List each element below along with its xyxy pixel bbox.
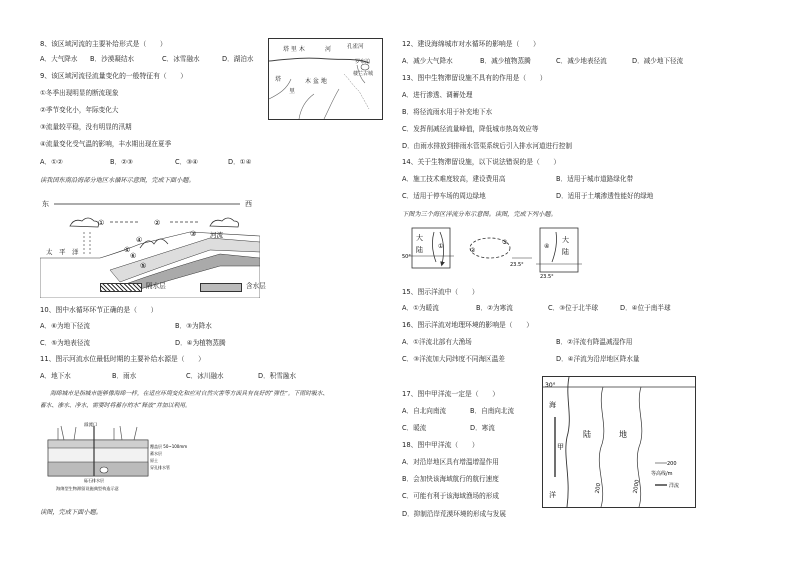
num-5: ⑤ [140,262,147,270]
current-label-1: ① [438,243,444,250]
current-label-4: ④ [544,243,550,250]
tarim-label-1: 塔 里 木 [283,46,305,53]
q14-option-c[interactable]: C．适用于停车场的周边绿地 [402,192,486,200]
q14-option-d[interactable]: D．适用于土壤渗透性能好的绿地 [556,192,654,200]
q18-option-d[interactable]: D．抑制沿岸荒漠环境的形成与发展 [402,510,506,518]
num-3: ③ [190,230,197,238]
num-1-top: ① [98,219,105,227]
q8-option-b[interactable]: B．沙漠凝结水 [90,55,135,63]
sponge-label-soil: 原土 [150,458,158,463]
q11-option-b[interactable]: B．雨水 [112,372,137,380]
q9-option-d[interactable]: D．①④ [228,158,252,166]
current-label-land-4a: 大 [562,236,569,244]
q17-stem: 17、图中甲洋流一定是（ ） [402,390,500,398]
tarim-label-5: 里 [289,88,296,95]
sponge-label-pipe: 穿孔排水管 [150,465,170,470]
q8-option-a[interactable]: A．大气降水 [40,55,78,63]
current-label-23b: 23.5° [540,274,554,280]
q10-stem: 10、图中水循环环节正确的是（ ） [40,306,158,314]
q14-stem: 14、关于生物滞留设施，以下说法错误的是（ ） [402,158,561,166]
sponge-facility-diagram [44,418,194,492]
q11-option-d[interactable]: D．积雪融水 [258,372,297,380]
map3-lat-30: 30° [545,382,556,389]
current-label-2: ② [470,247,476,254]
q8-stem: 8、该区域河流的主要补给形式是（ ） [40,40,167,48]
q12-option-c[interactable]: C．减少地表径流 [556,57,607,65]
sponge-label-storage: 蓄水层 [150,451,162,456]
current-contour-drawing [543,377,695,507]
q15-stem: 15、图示洋流中（ ） [402,288,479,296]
q10-option-a[interactable]: A．⑥为地下径流 [40,322,90,330]
sponge-label-cover: 覆盖层 50~100mm [150,444,188,449]
ocean-label: 太 平 洋 [46,248,79,256]
map3-legend-200: 200 [667,461,677,467]
q16-option-d[interactable]: D．④洋流为沿岸地区降水量 [556,355,640,363]
tarim-map [268,38,383,120]
q18-stem: 18、图中甲洋流（ ） [402,441,479,449]
sponge-label-overflow: 溢流口 [84,423,98,428]
current-label-land-1a: 大 [416,234,423,242]
tarim-label-2: 河 [325,46,332,53]
sponge-paragraph-1: 海绵城市是指城市能够像海绵一样，在适应环境变化和应对自然灾害等方面具有良好的“弹性”。下雨时吸水、 [50,391,329,397]
sponge-paragraph-2: 蓄水、渗水、净水，需要时将蓄存的水“释放”并加以利用。 [40,403,191,409]
q12-option-b[interactable]: B．减少植物蒸腾 [480,57,531,65]
q13-option-b[interactable]: B．将径流雨水用于补充地下水 [402,108,493,116]
q15-option-d[interactable]: D．④位于南半球 [620,304,671,312]
map3-jia: 甲 [557,443,564,451]
q17-option-d[interactable]: D．寒流 [470,424,495,432]
q15-option-b[interactable]: B．②为寒流 [476,304,513,312]
intro-currents: 下图为三个海区洋流分布示意图。读图，完成下列小题。 [402,211,557,218]
map3-legend-current: 洋流 [669,483,680,489]
q12-stem: 12、建设海绵城市对水循环的影响是（ ） [402,40,540,48]
q14-option-b[interactable]: B．适用于城市道路绿化带 [556,175,634,183]
tarim-map-drawing [269,39,382,119]
q9-item-2: ②季节变化小，年际变化大 [40,106,119,114]
num-4: ④ [136,236,143,244]
tarim-label-7: 罗布泊 [355,59,371,65]
map3-legend-contour: 等高线/m [651,471,673,477]
map3-sea-1: 海 [549,401,556,409]
q12-option-a[interactable]: A．减少大气降水 [402,57,453,65]
current-label-23a: 23.5° [510,262,524,268]
q12-option-d[interactable]: D．减少地下径流 [632,57,684,65]
map3-land-1: 陆 [583,430,591,439]
diagram-east: 东 [42,200,49,208]
current-label-land-4b: 陆 [562,248,569,256]
num-1: ① [124,246,131,254]
q17-option-c[interactable]: C．暖流 [402,424,427,432]
legend-aquiclude-swatch [100,283,142,292]
tarim-label-4: 塔 [275,76,282,83]
intro-water-cycle: 读我国东南沿海部分地区水循环示意图，完成下面小题。 [40,177,195,184]
ocean-currents-diagram [402,226,592,282]
q10-option-d[interactable]: D．④为植物蒸腾 [175,339,226,347]
current-contour-map [542,376,696,508]
q18-option-a[interactable]: A．对沿岸地区具有增温增湿作用 [402,458,499,466]
q8-option-d[interactable]: D．湖泊水 [222,55,254,63]
q17-option-b[interactable]: B．自南向北流 [470,407,515,415]
q9-option-b[interactable]: B．②③ [110,158,133,166]
q9-item-1: ①冬季出现明显的断流现象 [40,89,119,97]
q10-option-b[interactable]: B．③为降水 [175,322,212,330]
river-label: 河流 [210,231,223,239]
q15-option-a[interactable]: A．①为暖流 [402,304,439,312]
q13-option-d[interactable]: D．由雨水排放到排雨水管渠系统后引入排水河道进行控制 [402,142,572,150]
q9-stem: 9、该区域河流径流量变化的一般特征有（ ） [40,72,188,80]
legend-aquiclude: 隔水层 [146,282,166,290]
q11-option-c[interactable]: C．冰川融水 [186,372,224,380]
q18-option-c[interactable]: C．可能有利于该海域渔场的形成 [402,492,499,500]
q14-option-a[interactable]: A．施工技术难度较高，建设费用高 [402,175,506,183]
tarim-label-8: 楼兰古城 [353,71,374,77]
sponge-label-gravel: 砾石排水层 [84,478,104,483]
q16-option-b[interactable]: B．②洋流有降温减湿作用 [556,338,633,346]
q9-option-c[interactable]: C．③④ [175,158,199,166]
legend-aquifer: 含水层 [246,282,266,290]
q13-stem: 13、图中生物滞留设施不具有的作用是（ ） [402,74,547,82]
q16-option-a[interactable]: A．①洋流北部有大渔场 [402,338,472,346]
map3-land-2: 地 [619,430,627,439]
sponge-caption: 海绵型生物滞留设施典型构造示意 [56,486,119,491]
legend-aquifer-swatch [200,283,242,292]
intro-read-figure: 读图，完成下面小题。 [40,509,102,516]
q16-stem: 16、图示洋流对地理环境的影响是（ ） [402,321,533,329]
map3-contour-200: 200 [594,482,603,495]
q8-option-c[interactable]: C．冰雪融水 [162,55,200,63]
q9-item-3: ③流量较平稳，没有明显的汛期 [40,123,132,131]
current-label-50: 50° [402,254,411,260]
current-label-land-1b: 陆 [416,246,423,254]
tarim-label-6: 木 盆 地 [305,78,327,85]
q9-option-a[interactable]: A．①② [40,158,63,166]
map3-sea-2: 洋 [549,491,556,499]
q17-option-a[interactable]: A．自北向南流 [402,407,447,415]
q15-option-c[interactable]: C．③位于北半球 [548,304,599,312]
q9-item-4: ④流量变化受气温的影响，丰水期出现在夏季 [40,140,172,148]
map3-contour-2000: 2000 [632,479,641,495]
q11-option-a[interactable]: A．地下水 [40,372,71,380]
num-6: ⑥ [130,252,137,260]
q10-option-c[interactable]: C．⑤为地表径流 [40,339,91,347]
current-label-3: ③ [502,239,508,246]
q11-stem: 11、图示河流水位最低时期的主要补给水源是（ ） [40,355,205,363]
num-2: ② [154,219,161,227]
q13-option-a[interactable]: A．进行渗透、调蓄处理 [402,91,473,99]
q18-option-b[interactable]: B．会加快该海域航行的航行速度 [402,475,499,483]
diagram-west: 西 [245,200,252,208]
q13-option-c[interactable]: C．发挥削减径流量峰值，降低城市热岛效应等 [402,125,539,133]
tarim-label-3: 孔雀河 [347,44,364,50]
q16-option-c[interactable]: C．③洋流加大同纬度不同海区温差 [402,355,505,363]
